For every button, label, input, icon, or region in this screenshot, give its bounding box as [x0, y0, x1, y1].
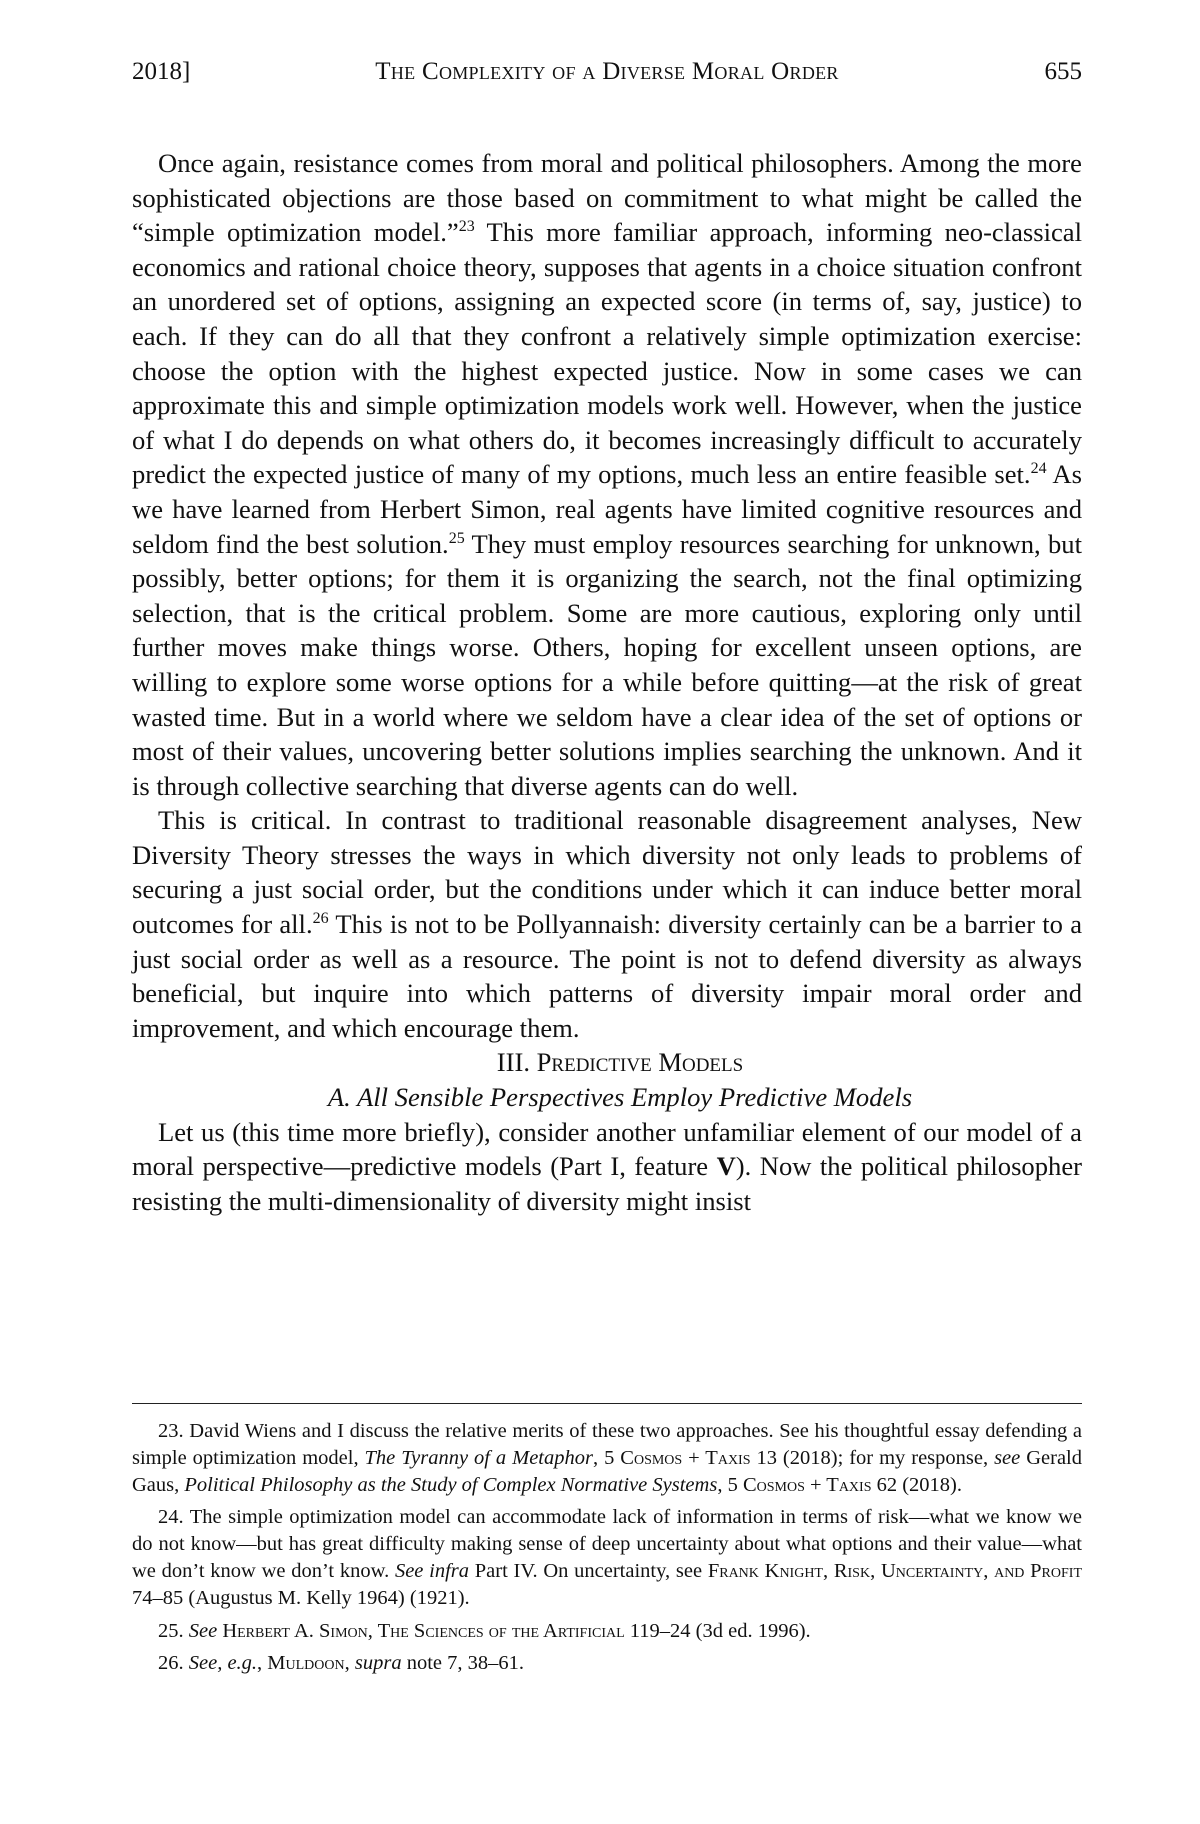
feature-v-label: V	[716, 1151, 736, 1182]
fn25-italic-1: See	[188, 1619, 218, 1642]
fn24-text-c: 74–85 (Augustus M. Kelly 1964) (1921).	[132, 1586, 470, 1609]
fn23-text-b: , 5	[592, 1446, 621, 1469]
fn23-text-e: , 5	[717, 1473, 743, 1496]
fn23-smallcaps-1: Cosmos + Taxis	[620, 1446, 751, 1469]
page-number: 655	[1044, 58, 1082, 85]
fn23-smallcaps-2: Cosmos + Taxis	[742, 1473, 872, 1496]
fn25-smallcaps-1: Herbert A. Simon, The Sciences of the Artificial	[222, 1619, 625, 1642]
paragraph-2-text-b: This is not to be Pollyannaish: diversity certainly can be a barrier to a just social order as well as a resource. The point is not to defend diversity as always beneficial, but inquire into which patterns of diversity impair moral order and improvement, and which encourage them.	[132, 909, 1082, 1043]
footnote-ref-23[interactable]: 23	[458, 218, 475, 236]
paragraph-3-text-a: Let us (this time more briefly), consider another unfamiliar element of our model of a moral perspective—predictive models (Part I, feature	[132, 1116, 1082, 1182]
fn24-smallcaps-1: Frank Knight, Risk, Uncertainty, and Profit	[707, 1559, 1083, 1582]
fn25-text-c: 119–24 (3d ed. 1996).	[624, 1619, 811, 1642]
paragraph-1-text-a: Once again, resistance comes from moral and political philosophers. Among the more sophisticated objections are those based on commitment to what might be called the “simple optimization model.”	[132, 148, 1082, 248]
fn26-text-a: 26.	[158, 1652, 189, 1675]
fn24-text-a: 24. The simple optimization model can accommodate lack of information in terms of risk—what we know we do not know—but has great difficulty making sense of deep uncertainty about what options and their value—what we don’t know we don’t know.	[132, 1506, 1082, 1582]
fn23-text-a: 23. David Wiens and I discuss the relative merits of these two approaches. See his thoughtful essay defending a simple optimization model,	[132, 1420, 1082, 1469]
footnote-26	[132, 1650, 1082, 1677]
paragraph-1-text-b: This more familiar approach, informing neo-classical economics and rational choice theory, supposes that agents in a choice situation confront an unordered set of options, assigning an expected score (in terms of, say, justice) to each. If they can do all that they confront a relatively simple optimization exercise: choose the option with the highest expected justice. Now in some cases we can approximate this and simple optimization models work well. However, when the justice of what I do depends on what others do, it becomes increasingly difficult to accurately predict the expected justice of many of my options, much less an entire feasible set.	[132, 217, 1082, 490]
fn26-text-b: ,	[257, 1652, 268, 1675]
fn24-italic-1: See infra	[394, 1559, 470, 1582]
fn23-italic-3: Political Philosophy as the Study of Complex Normative Systems	[184, 1473, 718, 1496]
fn23-italic-2: see	[994, 1446, 1021, 1469]
running-head	[132, 58, 1082, 92]
paragraph-1-text-d: They must employ resources searching for unknown, but possibly, better options; for them it is organizing the search, not the final optimizing selection, that is the critical problem. Some are more cautious, exploring only until further moves make things worse. Others, hoping for excellent unseen options, are willing to explore some worse options for a while before quitting—at the risk of great wasted time. But in a world where we seldom have a clear idea of the set of options or most of their values, uncovering better solutions implies searching the unknown. And it is through collective searching that diverse agents can do well.	[132, 528, 1082, 801]
paragraph-3	[132, 1115, 1082, 1219]
fn23-text-c: 13 (2018); for my response,	[750, 1446, 995, 1469]
paragraph-1-text-c: As we have learned from Herbert Simon, real agents have limited cognitive resources and seldom find the best solution.	[132, 459, 1082, 559]
footnote-ref-26[interactable]: 26	[312, 910, 329, 928]
running-head-year: 2018]	[132, 58, 191, 85]
body-text	[132, 146, 1082, 1218]
fn23-italic-1: The Tyranny of a Metaphor	[364, 1446, 593, 1469]
fn25-text-a: 25.	[158, 1619, 189, 1642]
fn26-smallcaps-1: Muldoon	[267, 1652, 345, 1675]
paragraph-2-text-a: This is critical. In contrast to traditional reasonable disagreement analyses, New Diversity Theory stresses the ways in which diversity not only leads to problems of securing a just social order, but the conditions under which it can induce better moral outcomes for all.	[132, 805, 1082, 940]
paragraph-1	[132, 146, 1082, 803]
fn23-text-f: 62 (2018).	[871, 1473, 963, 1496]
footnote-ref-25[interactable]: 25	[448, 529, 465, 547]
footnote-ref-24[interactable]: 24	[1030, 460, 1047, 478]
footnotes	[132, 1418, 1082, 1683]
subsection-heading: A. All Sensible Perspectives Employ Predictive Models	[327, 1082, 913, 1113]
fn26-text-c: ,	[344, 1652, 355, 1675]
paragraph-2	[132, 803, 1082, 1045]
running-head-title: The Complexity of a Diverse Moral Order	[375, 58, 839, 85]
fn26-italic-2: supra	[354, 1652, 402, 1675]
fn26-italic-1: See, e.g.	[188, 1652, 258, 1675]
fn26-text-d: note 7, 38–61.	[401, 1652, 525, 1675]
footnote-24	[132, 1504, 1082, 1611]
fn23-text-d: Gerald Gaus,	[132, 1446, 1083, 1496]
section-heading: III. Predictive Models	[496, 1047, 744, 1078]
footnote-23	[132, 1418, 1082, 1498]
paragraph-3-text-b: ). Now the political philosopher resisting the multi-dimensionality of diversity might insist	[132, 1151, 1082, 1216]
footnote-25	[132, 1618, 1082, 1645]
fn24-text-b: Part IV. On uncertainty, see	[469, 1559, 708, 1582]
footnote-divider	[132, 1403, 1082, 1404]
